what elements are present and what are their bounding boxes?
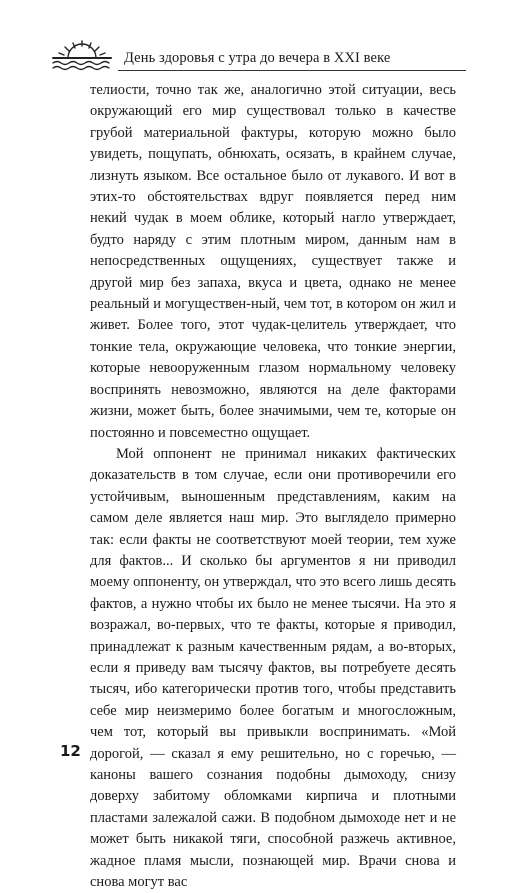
sunrise-over-waves-icon — [48, 40, 116, 74]
page-number: 12 — [60, 742, 81, 760]
paragraph: Мой оппонент не принимал никаких фактических доказательств в том случае, если они противоречили его устойчивым, выношенным представлениям, каким на самом деле является наш мир. Это выглядело примерно так: если факты не соответствуют моей теории, тем хуже для фактов... И сколько бы аргументов я ни приводил моему оппоненту, он утверждал, что это всего лишь десять фактов, а нужно чтобы их было не менее тысячи. На это я возражал, во-первых, что те факты, которые я приводил, принадлежат к разным качественным рядам, а во-вторых, если я приведу вам тысячу фактов, вы потребуете десять тысяч, ибо категорически против того, чтобы представить себе мир неизмеримо более богатым и многосложным, чем тот, который вы привыкли воспринимать. «Мой дорогой, — сказал я ему решительно, но с горечью, — каноны вашего сознания подобны дымоходу, снизу доверху забитому обломками кирпича и плотными пластами залежалой сажи. В подобном дымоходе нет и не может быть никакой тяги, способной разжечь активное, жадное пламя мысли, познающей мир. Врачи снова и снова могут вас — [90, 445, 456, 891]
running-header — [48, 40, 468, 74]
book-title: День здоровья с утра до вечера в XXI веке — [124, 50, 391, 66]
header-rule — [118, 70, 466, 71]
body-text — [90, 80, 456, 893]
paragraph-continued: телиости, точно так же, аналогично этой ситуации, весь окружающий его мир существовал только в качестве грубой материальной фактуры, которую можно было увидеть, пощупать, обнюхать, осязать, в крайнем случае, лизнуть языком. Все остальное было от лукавого. И вот в этих-то обстоятельствах вдруг появляется перед ним некий чудак в моем облике, который нагло утверждает, будто наряду с этим плотным миром, данным нам в непосредственных ощущениях, существует также и другой мир без запаха, вкуса и цвета, однако не менее реальный и могуществен-ный, чем тот, в котором он жил и живет. Более того, этот чудак-целитель утверждает, что тонкие тела, окружающие человека, что тонкие энергии, которые невооруженным глазом нормальному человеку воспринять невозможно, являются на деле факторами жизни, может быть, более значимыми, чем те, которые он постоянно и повсеместно ощущает. — [90, 82, 456, 441]
